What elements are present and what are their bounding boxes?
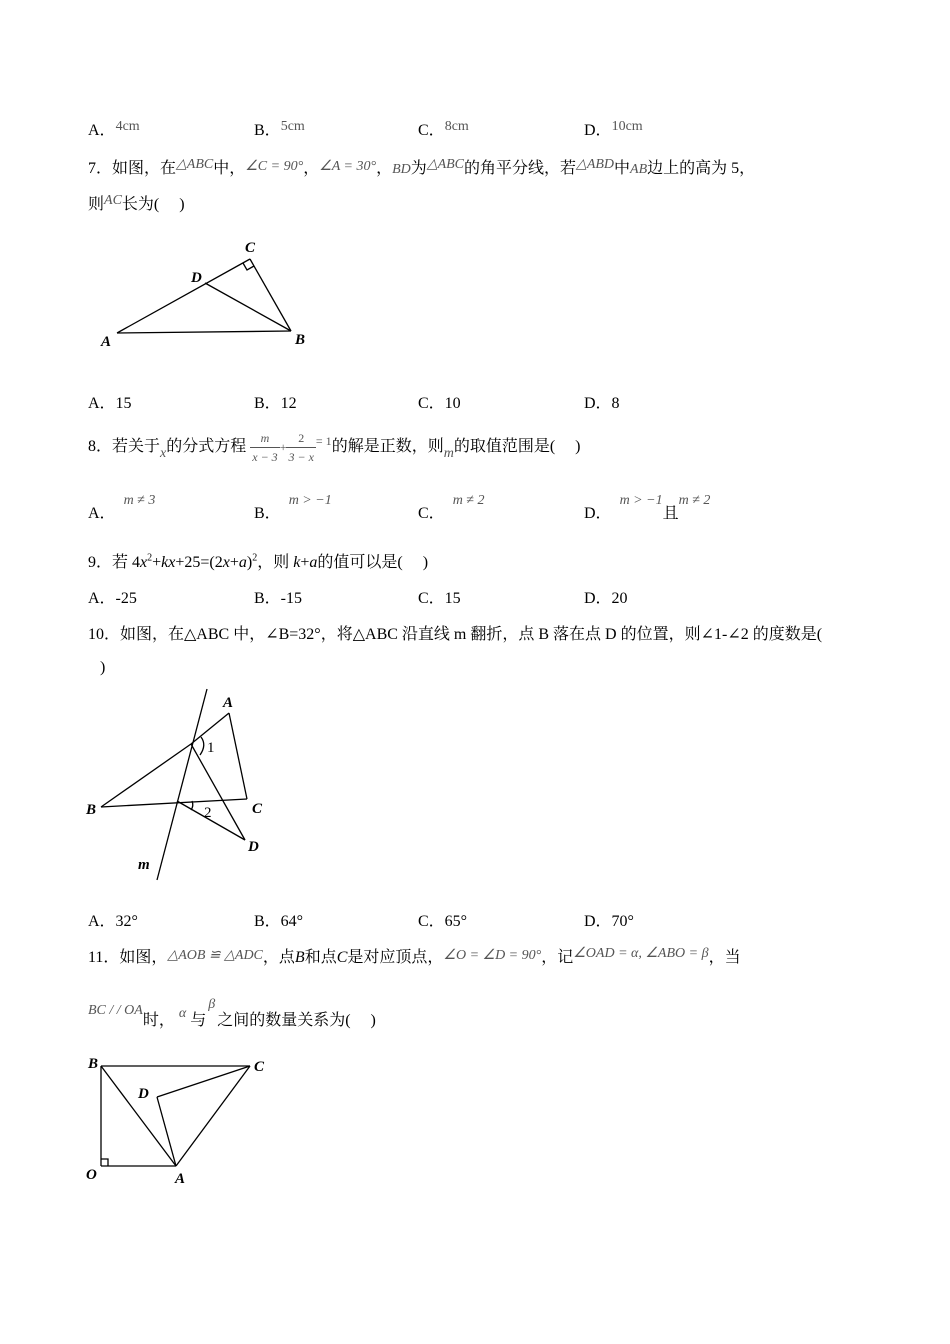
q8-fraction-2: $\frac{2}{3 - x}$ — [288, 430, 314, 464]
q10-stem-line2: ) — [100, 659, 106, 676]
q7-label-c: C — [245, 240, 256, 256]
q7-stem-line1: 7．如图，在△ABC中，∠C = 90°，∠A = 30°，BD为△ABC的角平分线，若△ABD中AB边上的高为 5， — [88, 157, 756, 177]
q7-label-b: B — [295, 332, 306, 348]
q10-label-m: m — [138, 857, 150, 873]
q10-label-a: A — [223, 695, 234, 711]
q7-label-d: D — [191, 270, 202, 286]
q11-figure — [80, 1048, 280, 1188]
q10-side-ba — [101, 744, 191, 807]
q11-side-ac — [176, 1066, 250, 1166]
q11-stem-line1: 11．如图，△AOB ≌ △ADC，点B和点C是对应顶点，∠O = ∠D = 90°，记∠OAD = α, ∠ABO = β，当 — [88, 946, 741, 966]
q9-stem: 9．若 $4x^2+kx+25=(2x+a)^2$，则 k+a的值可以是( ) — [88, 552, 429, 571]
q11-label-d: D — [138, 1086, 149, 1102]
q8-fraction-1: $\frac{m}{x - 3}$ — [252, 430, 278, 464]
q10-label-angle-2: 2 — [204, 805, 212, 821]
q7-side-ab — [117, 331, 291, 333]
q7-option-b: B．12 — [254, 395, 297, 412]
q10-label-angle-1: 1 — [207, 740, 215, 756]
q10-option-c: C．65° — [418, 913, 468, 930]
q9-option-d: D．20 — [584, 590, 628, 607]
q10-option-b: B．64° — [254, 913, 304, 930]
q11-right-angle-mark — [101, 1159, 108, 1166]
q11-label-o: O — [86, 1167, 97, 1183]
q9-option-a: A．-25 — [88, 590, 137, 607]
q11-label-c: C — [254, 1059, 265, 1075]
q9-option-b: B．-15 — [254, 590, 303, 607]
q10-label-b: B — [86, 802, 97, 818]
q10-side-ac — [229, 713, 247, 799]
q6-option-a: A．4cm — [88, 119, 140, 139]
q7-side-ac — [117, 259, 250, 333]
q7-option-d: D．8 — [584, 395, 620, 412]
q7-label-a: A — [101, 334, 112, 350]
q11-side-dc — [157, 1066, 250, 1097]
q11-side-da — [157, 1097, 176, 1166]
q6-option-c: C．8cm — [418, 119, 469, 139]
q11-side-ba — [101, 1066, 176, 1166]
q8-option-a: A．m ≠ 3 — [88, 493, 156, 522]
q10-label-d: D — [248, 839, 259, 855]
q10-option-d: D．70° — [584, 913, 634, 930]
q10-line-m — [157, 689, 207, 880]
q10-fold-ed — [191, 744, 245, 840]
q7-option-a: A．15 — [88, 395, 132, 412]
q8-stem: 8．若关于x的分式方程 $\frac{m}{x - 3}$ + $\frac{2}{3 - x}$ $^{= 1}$的解是正数，则m的取值范围是( ) — [88, 430, 581, 464]
q10-angle-1-arc — [200, 737, 204, 755]
q7-bisector-bd — [205, 283, 291, 331]
q7-figure — [95, 230, 325, 360]
q11-label-a: A — [175, 1171, 186, 1187]
q11-label-b: B — [88, 1056, 99, 1072]
q6-option-b: B．5cm — [254, 119, 305, 139]
q8-option-d: D．m > −1且m ≠ 2 — [584, 493, 711, 522]
q9-option-c: C．15 — [418, 590, 461, 607]
q8-option-c: C．m ≠ 2 — [418, 493, 485, 522]
q10-option-a: A．32° — [88, 913, 138, 930]
q10-figure — [80, 683, 290, 888]
q8-option-b: B．m > −1 — [254, 493, 332, 522]
q7-stem-line2: 则AC长为( ) — [88, 193, 185, 213]
q6-option-d: D．10cm — [584, 119, 643, 139]
q10-stem-line1: 10．如图，在△ABC 中，∠B=32°，将△ABC 沿直线 m 翻折，点 B 落在点 D 的位置，则∠1-∠2 的度数是( — [88, 626, 823, 643]
q11-stem-line2: BC / / OA时， α 与β之间的数量关系为( ) — [88, 997, 376, 1029]
q10-label-c: C — [252, 801, 263, 817]
q7-option-c: C．10 — [418, 395, 461, 412]
